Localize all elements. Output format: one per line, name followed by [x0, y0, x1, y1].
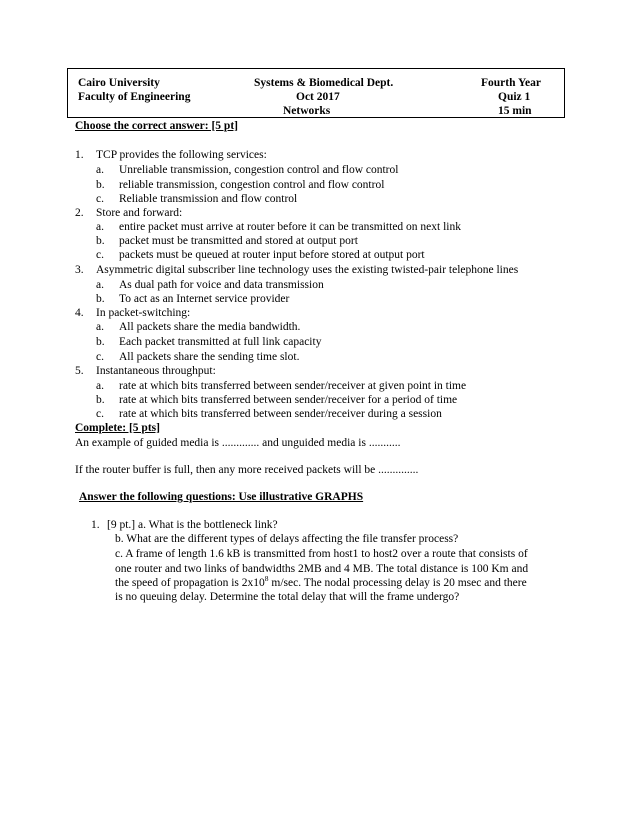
option-text: reliable transmission, congestion control and flow control	[119, 179, 385, 191]
essay-question-c-line: one router and two links of bandwidths 2MB and 4 MB. The total distance is 100 Km and	[115, 563, 529, 575]
quiz-label: Quiz 1	[498, 91, 531, 103]
option-text: All packets share the media bandwidth.	[119, 321, 301, 333]
option-letter: a.	[96, 221, 104, 233]
propagation-text-post: m/sec. The nodal processing delay is 20 msec and there	[268, 577, 527, 589]
academic-year: Fourth Year	[481, 77, 541, 89]
option-text: Unreliable transmission, congestion control and flow control	[119, 164, 399, 176]
question-number: 3.	[75, 264, 84, 276]
option-text: packet must be transmitted and stored at output port	[119, 235, 358, 247]
question-number: 1.	[75, 149, 84, 161]
option-letter: c.	[96, 351, 104, 363]
essay-question-a: [9 pt.] a. What is the bottleneck link?	[107, 519, 278, 531]
essay-question-c-line	[115, 576, 527, 590]
essay-question-c-line: c. A frame of length 1.6 kB is transmitted from host1 to host2 over a route that consists of	[115, 548, 528, 560]
option-text: rate at which bits transferred between sender/receiver at given point in time	[119, 380, 467, 392]
header-box	[67, 68, 565, 118]
faculty-name: Faculty of Engineering	[78, 91, 191, 103]
section-title-complete: Complete: [5 pts]	[75, 422, 160, 434]
option-letter: a.	[96, 380, 104, 392]
option-letter: b.	[96, 235, 105, 247]
option-text: packets must be queued at router input before stored at output port	[119, 249, 425, 261]
university-name: Cairo University	[78, 77, 160, 89]
question-text: TCP provides the following services:	[96, 149, 267, 161]
option-text: Each packet transmitted at full link capacity	[119, 336, 322, 348]
option-letter: a.	[96, 321, 104, 333]
option-text: To act as an Internet service provider	[119, 293, 290, 305]
propagation-text-pre: the speed of propagation is 2x10	[115, 577, 265, 589]
question-text: Instantaneous throughput:	[96, 365, 216, 377]
option-letter: a.	[96, 279, 104, 291]
question-number: 1.	[91, 519, 100, 531]
complete-line-2: If the router buffer is full, then any more received packets will be ..............	[75, 464, 419, 476]
complete-line-1: An example of guided media is ............. and unguided media is ...........	[75, 437, 401, 449]
department-name: Systems & Biomedical Dept.	[254, 77, 394, 89]
option-letter: b.	[96, 336, 105, 348]
course-name: Networks	[283, 105, 331, 117]
question-text: Store and forward:	[96, 207, 183, 219]
option-letter: c.	[96, 193, 104, 205]
option-text: As dual path for voice and data transmission	[119, 279, 324, 291]
section-title-choose: Choose the correct answer: [5 pt]	[75, 120, 238, 132]
option-letter: b.	[96, 394, 105, 406]
option-letter: c.	[96, 408, 104, 420]
question-number: 5.	[75, 365, 84, 377]
option-letter: a.	[96, 164, 104, 176]
exam-date: Oct 2017	[296, 91, 340, 103]
option-letter: b.	[96, 293, 105, 305]
question-number: 4.	[75, 307, 84, 319]
option-text: Reliable transmission and flow control	[119, 193, 298, 205]
essay-question-c-line: is no queuing delay. Determine the total delay that will the frame undergo?	[115, 591, 460, 603]
essay-question-b: b. What are the different types of delays affecting the file transfer process?	[115, 533, 459, 545]
option-text: rate at which bits transferred between sender/receiver during a session	[119, 408, 442, 420]
quiz-duration: 15 min	[498, 105, 532, 117]
option-text: entire packet must arrive at router before it can be transmitted on next link	[119, 221, 461, 233]
question-text: In packet-switching:	[96, 307, 191, 319]
option-letter: b.	[96, 179, 105, 191]
section-title-answer: Answer the following questions: Use illustrative GRAPHS	[79, 491, 364, 503]
option-text: rate at which bits transferred between sender/receiver for a period of time	[119, 394, 458, 406]
question-number: 2.	[75, 207, 84, 219]
option-text: All packets share the sending time slot.	[119, 351, 300, 363]
option-letter: c.	[96, 249, 104, 261]
question-text: Asymmetric digital subscriber line technology uses the existing twisted-pair telephone lines	[96, 264, 519, 276]
propagation-exponent: 8	[264, 574, 269, 584]
